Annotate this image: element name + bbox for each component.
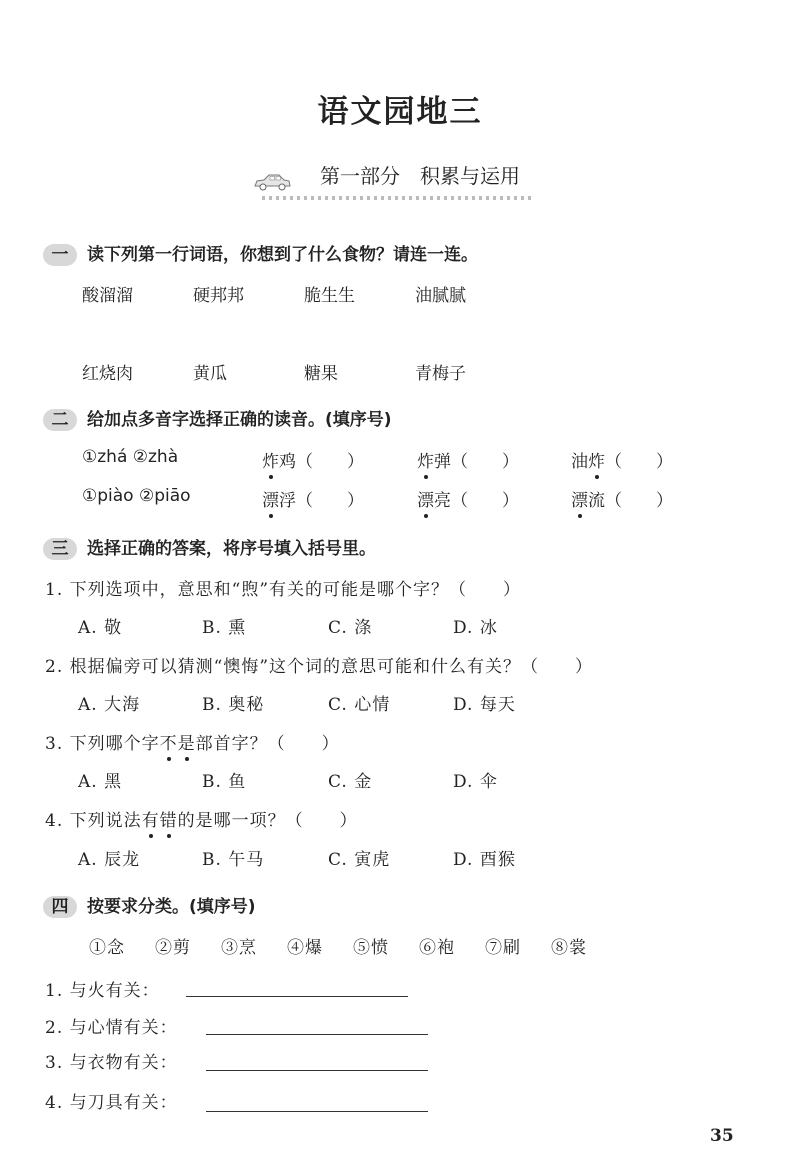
option: A. 辰龙 — [78, 850, 141, 870]
category-label: 1. 与火有关： — [45, 981, 160, 1001]
section-3-heading: 三 选择正确的答案，将序号填入括号里。 — [43, 534, 376, 560]
option: B. 熏 — [202, 618, 247, 638]
section-2-heading: 二 给加点多音字选择正确的读音。(填序号) — [43, 405, 392, 431]
char-option: ③烹 — [221, 938, 257, 958]
question-2: 2. 根据偏旁可以猜测“懊悔”这个词的意思可能和什么有关？（ ） — [45, 657, 594, 677]
word-item: 酸溜溜 — [82, 286, 133, 306]
food-item: 糖果 — [304, 364, 338, 384]
char-option: ⑧裳 — [551, 938, 587, 958]
part-heading: 第一部分 积累与运用 — [320, 164, 520, 188]
option: C. 寅虎 — [328, 850, 391, 870]
section-1-heading: 一 读下列第一行词语，你想到了什么食物？请连一连。 — [43, 240, 478, 266]
char-option: ②剪 — [155, 938, 191, 958]
word-item: 脆生生 — [304, 286, 355, 306]
option: A. 大海 — [78, 695, 141, 715]
polyphone-item: 漂亮（ ） — [417, 491, 519, 511]
option: B. 午马 — [202, 850, 265, 870]
pinyin-options: ①piào ②piāo — [82, 486, 191, 506]
food-item: 黄瓜 — [193, 364, 227, 384]
section-4-badge: 四 — [43, 896, 77, 918]
word-item: 硬邦邦 — [193, 286, 244, 306]
option: D. 冰 — [453, 618, 498, 638]
question-4: 4. 下列说法有错的是哪一项？（ ） — [45, 811, 358, 831]
page-title: 语文园地三 — [317, 94, 483, 130]
polyphone-item: 漂浮（ ） — [262, 491, 364, 511]
question-3: 3. 下列哪个字不是部首字？（ ） — [45, 734, 340, 754]
char-option: ⑤愤 — [353, 938, 389, 958]
page-number: 35 — [710, 1126, 734, 1146]
option: D. 每天 — [453, 695, 516, 715]
option: B. 奥秘 — [202, 695, 265, 715]
option: B. 鱼 — [202, 772, 247, 792]
polyphone-item: 漂流（ ） — [571, 491, 673, 511]
polyphone-item: 炸弹（ ） — [417, 452, 519, 472]
food-item: 青梅子 — [415, 364, 466, 384]
option: A. 敬 — [78, 618, 123, 638]
answer-blank[interactable] — [186, 996, 408, 997]
char-option: ⑦刷 — [485, 938, 521, 958]
category-label: 3. 与衣物有关： — [45, 1053, 178, 1073]
dotted-divider — [262, 196, 532, 200]
section-2-badge: 二 — [43, 409, 77, 431]
word-item: 油腻腻 — [415, 286, 466, 306]
char-option: ①念 — [89, 938, 125, 958]
char-option: ⑥袍 — [419, 938, 455, 958]
polyphone-item: 炸鸡（ ） — [262, 452, 364, 472]
polyphone-item: 油炸（ ） — [571, 452, 673, 472]
section-3-badge: 三 — [43, 538, 77, 560]
option: D. 伞 — [453, 772, 498, 792]
pinyin-options: ①zhá ②zhà — [82, 447, 179, 467]
char-option: ④爆 — [287, 938, 323, 958]
food-item: 红烧肉 — [82, 364, 133, 384]
option: C. 金 — [328, 772, 373, 792]
category-label: 4. 与刀具有关： — [45, 1093, 178, 1113]
question-1: 1. 下列选项中，意思和“煦”有关的可能是哪个字？（ ） — [45, 580, 522, 600]
option: D. 酉猴 — [453, 850, 516, 870]
section-1-badge: 一 — [43, 244, 77, 266]
section-4-heading: 四 按要求分类。(填序号) — [43, 892, 256, 918]
answer-blank[interactable] — [206, 1034, 428, 1035]
option: C. 心情 — [328, 695, 391, 715]
category-label: 2. 与心情有关： — [45, 1018, 178, 1038]
answer-blank[interactable] — [206, 1111, 428, 1112]
option: C. 涤 — [328, 618, 373, 638]
answer-blank[interactable] — [206, 1070, 428, 1071]
option: A. 黑 — [78, 772, 123, 792]
